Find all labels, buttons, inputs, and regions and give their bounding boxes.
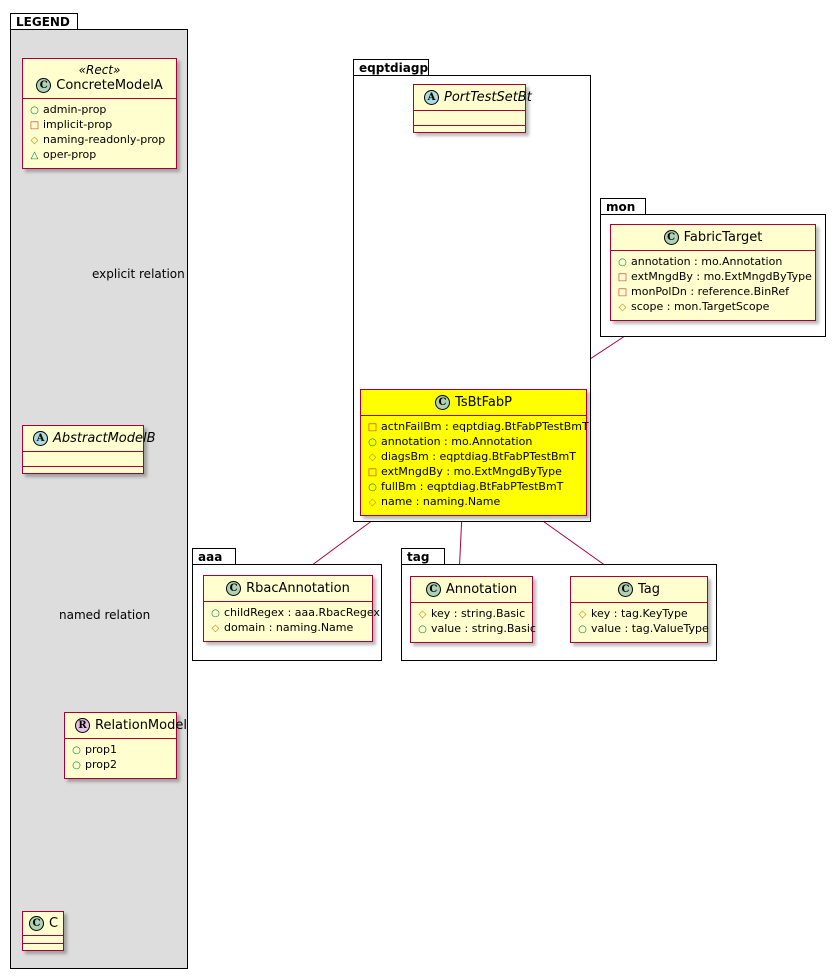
package-tab-eqptdiagp	[353, 59, 429, 76]
class-porttestsetbt[interactable]	[413, 84, 532, 133]
class-icon: C	[618, 582, 633, 597]
attribute-label: implicit-prop	[43, 118, 113, 131]
visibility-private-icon: □	[367, 422, 378, 433]
visibility-public-icon: ○	[368, 482, 377, 493]
attribute-label: scope : mon.TargetScope	[631, 300, 770, 313]
attribute-row	[367, 435, 580, 450]
package-tab-tag	[401, 548, 445, 565]
attribute-label: value : string.Basic	[431, 622, 536, 635]
visibility-public-icon: ○	[72, 745, 81, 756]
class-tsbtfabp[interactable]	[360, 389, 587, 516]
attribute-row	[367, 465, 580, 480]
legend-class-attrs	[23, 99, 176, 168]
attribute-row	[29, 103, 170, 118]
attribute-row	[617, 255, 809, 270]
class-attrs	[361, 416, 589, 515]
visibility-protected-icon: ◇	[578, 609, 587, 620]
attribute-label: prop2	[85, 758, 117, 771]
abstract-class-icon: A	[424, 90, 439, 105]
attribute-row	[367, 480, 580, 495]
class-tag[interactable]	[570, 576, 708, 643]
legend-title: LEGEND	[16, 15, 70, 29]
visibility-public-icon: ○	[578, 624, 587, 635]
legend-class-header	[23, 426, 156, 451]
attribute-row	[210, 621, 366, 636]
legend-class-concretemodela[interactable]	[22, 58, 177, 169]
class-header	[414, 85, 532, 110]
class-icon: C	[226, 581, 241, 596]
edge-label-explicit-relation: explicit relation	[92, 267, 185, 281]
attribute-row	[367, 420, 589, 435]
package-tab-mon	[600, 198, 646, 215]
attribute-row	[29, 148, 170, 163]
attribute-row	[29, 118, 170, 133]
class-icon: C	[426, 582, 441, 597]
visibility-protected-icon: ◇	[368, 497, 377, 508]
attribute-row	[577, 622, 709, 637]
package-label: tag	[407, 550, 430, 564]
package-label: eqptdiagp	[359, 61, 429, 75]
visibility-public-icon: ○	[30, 105, 39, 116]
class-header	[571, 577, 707, 602]
legend-tab	[10, 13, 78, 30]
attribute-label: admin-prop	[43, 103, 107, 116]
empty-attrs	[23, 936, 63, 943]
class-name: PortTestSetBt	[444, 90, 532, 105]
class-name: AbstractModelB	[53, 431, 156, 446]
empty-methods	[23, 467, 143, 473]
empty-methods	[414, 126, 525, 132]
class-name: FabricTarget	[683, 230, 763, 245]
legend-class-relationmodel[interactable]	[64, 712, 187, 779]
visibility-protected-icon: ◇	[211, 623, 220, 634]
attribute-label: fullBm : eqptdiag.BtFabPTestBmT	[381, 480, 564, 493]
package-label: mon	[606, 200, 636, 214]
attribute-label: oper-prop	[43, 148, 97, 161]
visibility-protected-icon: ◇	[30, 135, 39, 146]
attribute-row	[367, 450, 580, 465]
visibility-public-icon: ○	[368, 437, 377, 448]
attribute-row	[71, 758, 170, 773]
attribute-label: key : tag.KeyType	[591, 607, 688, 620]
visibility-public-icon: ○	[72, 760, 81, 771]
class-rbacannotation[interactable]	[203, 575, 380, 642]
attribute-label: annotation : mo.Annotation	[381, 435, 533, 448]
class-name: Tag	[637, 582, 660, 597]
class-name: C	[49, 916, 59, 931]
class-name: Annotation	[445, 582, 518, 597]
attribute-label: name : naming.Name	[381, 495, 501, 508]
attribute-label: annotation : mo.Annotation	[631, 255, 783, 268]
attribute-row	[617, 270, 812, 285]
class-name: ConcreteModelA	[56, 78, 163, 93]
visibility-package-icon: △	[30, 150, 39, 161]
class-header	[204, 576, 372, 601]
legend-class-attrs	[65, 739, 176, 778]
visibility-private-icon: □	[367, 467, 378, 478]
class-fabrictarget[interactable]	[610, 224, 816, 321]
attribute-row	[577, 607, 701, 622]
attribute-label: naming-readonly-prop	[43, 133, 166, 146]
attribute-label: childRegex : aaa.RbacRegex	[224, 606, 380, 619]
class-attrs	[571, 603, 707, 642]
visibility-private-icon: □	[617, 287, 628, 298]
attribute-row	[417, 607, 526, 622]
relation-class-icon: R	[75, 718, 90, 733]
class-name: TsBtFabP	[455, 395, 512, 410]
class-attrs	[411, 603, 536, 642]
class-header	[361, 390, 586, 415]
attribute-row	[617, 300, 809, 315]
attribute-row	[367, 495, 580, 510]
legend-class-header	[23, 912, 63, 935]
legend-class-abstractmodelb[interactable]	[22, 425, 156, 474]
class-icon: C	[435, 395, 450, 410]
attribute-row	[617, 285, 809, 300]
class-header	[611, 225, 815, 250]
attribute-label: monPolDn : reference.BinRef	[631, 285, 789, 298]
class-name: RelationModel	[95, 718, 187, 733]
legend-class-header	[65, 713, 187, 738]
attribute-label: diagsBm : eqptdiag.BtFabPTestBmT	[381, 450, 576, 463]
abstract-class-icon: A	[33, 431, 48, 446]
visibility-public-icon: ○	[211, 608, 220, 619]
class-icon: C	[36, 78, 51, 93]
attribute-label: value : tag.ValueType	[591, 622, 709, 635]
legend-class-stereotype: «Rect»	[78, 63, 121, 77]
visibility-private-icon: □	[617, 272, 628, 283]
class-name: RbacAnnotation	[246, 581, 350, 596]
attribute-label: domain : naming.Name	[224, 621, 354, 634]
attribute-row	[210, 606, 380, 621]
class-header	[411, 577, 532, 602]
class-attrs	[611, 251, 815, 320]
visibility-protected-icon: ◇	[418, 609, 427, 620]
class-annotation[interactable]	[410, 576, 536, 643]
empty-methods	[23, 944, 63, 950]
empty-attrs	[414, 111, 525, 125]
class-attrs	[204, 602, 380, 641]
visibility-protected-icon: ◇	[618, 302, 627, 313]
visibility-public-icon: ○	[618, 257, 627, 268]
attribute-label: key : string.Basic	[431, 607, 526, 620]
visibility-public-icon: ○	[418, 624, 427, 635]
empty-attrs	[23, 452, 143, 466]
package-tab-aaa	[192, 548, 236, 565]
attribute-row	[417, 622, 536, 637]
visibility-private-icon: □	[29, 120, 40, 131]
package-label: aaa	[198, 550, 223, 564]
attribute-label: prop1	[85, 743, 117, 756]
attribute-label: extMngdBy : mo.ExtMngdByType	[631, 270, 812, 283]
attribute-row	[71, 743, 170, 758]
attribute-label: extMngdBy : mo.ExtMngdByType	[381, 465, 562, 478]
legend-class-c[interactable]	[22, 911, 64, 951]
visibility-protected-icon: ◇	[368, 452, 377, 463]
class-icon: C	[664, 230, 679, 245]
attribute-label: actnFailBm : eqptdiag.BtFabPTestBmT	[381, 420, 589, 433]
attribute-row	[29, 133, 170, 148]
class-icon: C	[29, 916, 44, 931]
legend-class-header	[23, 77, 176, 98]
legend-body	[10, 29, 188, 969]
edge-label-named-relation: named relation	[59, 608, 151, 622]
